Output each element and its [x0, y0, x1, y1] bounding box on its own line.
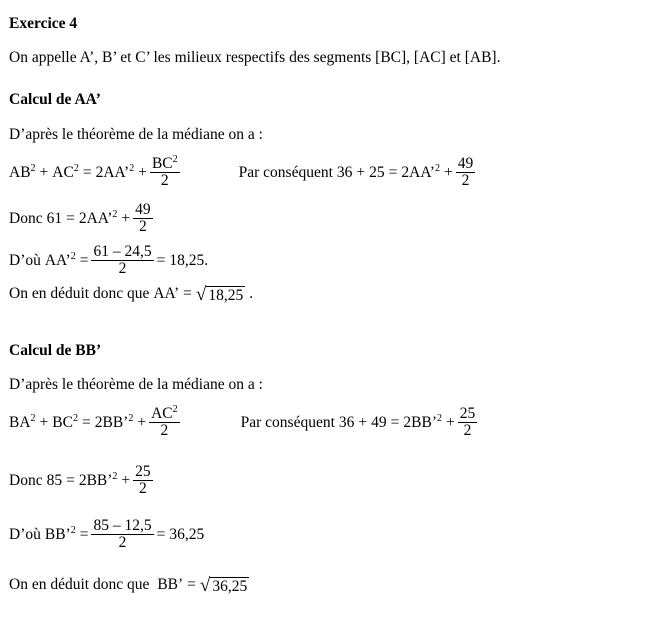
term-bc: $BC^2$ [52, 412, 78, 431]
exercise-title: Exercice 4 [9, 15, 78, 32]
sqrt-36-25: √ 36,25 [199, 575, 248, 596]
par-consequent-bb: Par conséquent [240, 413, 335, 431]
equation-median-aa: $AB^2$ + $AC^2$ = 2AA’$^2$ + $\frac{BC^2}{2}$ Par conséquent 36 + 25 = 2AA’$^2$ + $\frac{49}{2}$ [9, 154, 474, 189]
fraction-bc2-over-2: $\frac{BC^2}{2}$ [151, 154, 178, 189]
theorem-line-bb: D’après le théorème de la médiane on a : [9, 376, 263, 393]
term-2bb: 2BB’$^2$ [94, 412, 134, 431]
term-ab: $AB^2$ [9, 162, 36, 181]
dou-line-bb: D’où BB’$^2$ = $\frac{85 - 12,5}{2}$ = 36,25 [9, 517, 205, 551]
conclusion-aa: On en déduit donc que AA’ = √ 18,25 . [9, 284, 254, 305]
fraction-49-over-2-donc: $\frac{49}{2}$ [135, 201, 151, 235]
fraction-25-over-2-donc: $\frac{25}{2}$ [135, 463, 151, 497]
donc-line-bb: Donc 85 = 2BB’$^2$ + $\frac{25}{2}$ [9, 463, 151, 497]
equation-median-bb: $BA^2$ + $BC^2$ = 2BB’$^2$ + $\frac{AC^2}{2}$ Par conséquent 36 + 49 = 2BB’$^2$ + $\frac{25}{2}$ [9, 404, 476, 439]
theorem-line-aa: D’après le théorème de la médiane on a : [9, 126, 263, 143]
term-ba: $BA^2$ [9, 412, 36, 431]
sqrt-18-25: √ 18,25 [195, 284, 244, 305]
term-2aa: 2AA’$^2$ [95, 162, 135, 181]
conclusion-bb: On en déduit donc que BB’ = √ 36,25 [9, 575, 248, 596]
dou-line-aa: D’où AA’$^2$ = $\frac{61 - 24,5}{2}$ = 18,25. [9, 243, 209, 277]
par-consequent-aa: Par conséquent [238, 163, 333, 181]
intro-text: On appelle A’, B’ et C’ les milieux respectifs des segments [BC], [AC] et [AB]. [9, 49, 501, 66]
fraction-61-minus-24-5: $\frac{61 - 24,5}{2}$ [93, 243, 152, 277]
fraction-ac2-over-2: $\frac{AC^2}{2}$ [151, 404, 178, 439]
donc-line-aa: Donc 61 = 2AA’$^2$ + $\frac{49}{2}$ [9, 201, 151, 235]
fraction-49-over-2: $\frac{49}{2}$ [457, 155, 474, 189]
section-heading-aa: Calcul de AA’ [9, 91, 101, 108]
fraction-85-minus-12-5: $\frac{85 - 12,5}{2}$ [93, 517, 152, 551]
term-ac: $AC^2$ [52, 162, 79, 181]
section-heading-bb: Calcul de BB’ [9, 342, 102, 359]
fraction-25-over-2: $\frac{25}{2}$ [459, 405, 476, 439]
